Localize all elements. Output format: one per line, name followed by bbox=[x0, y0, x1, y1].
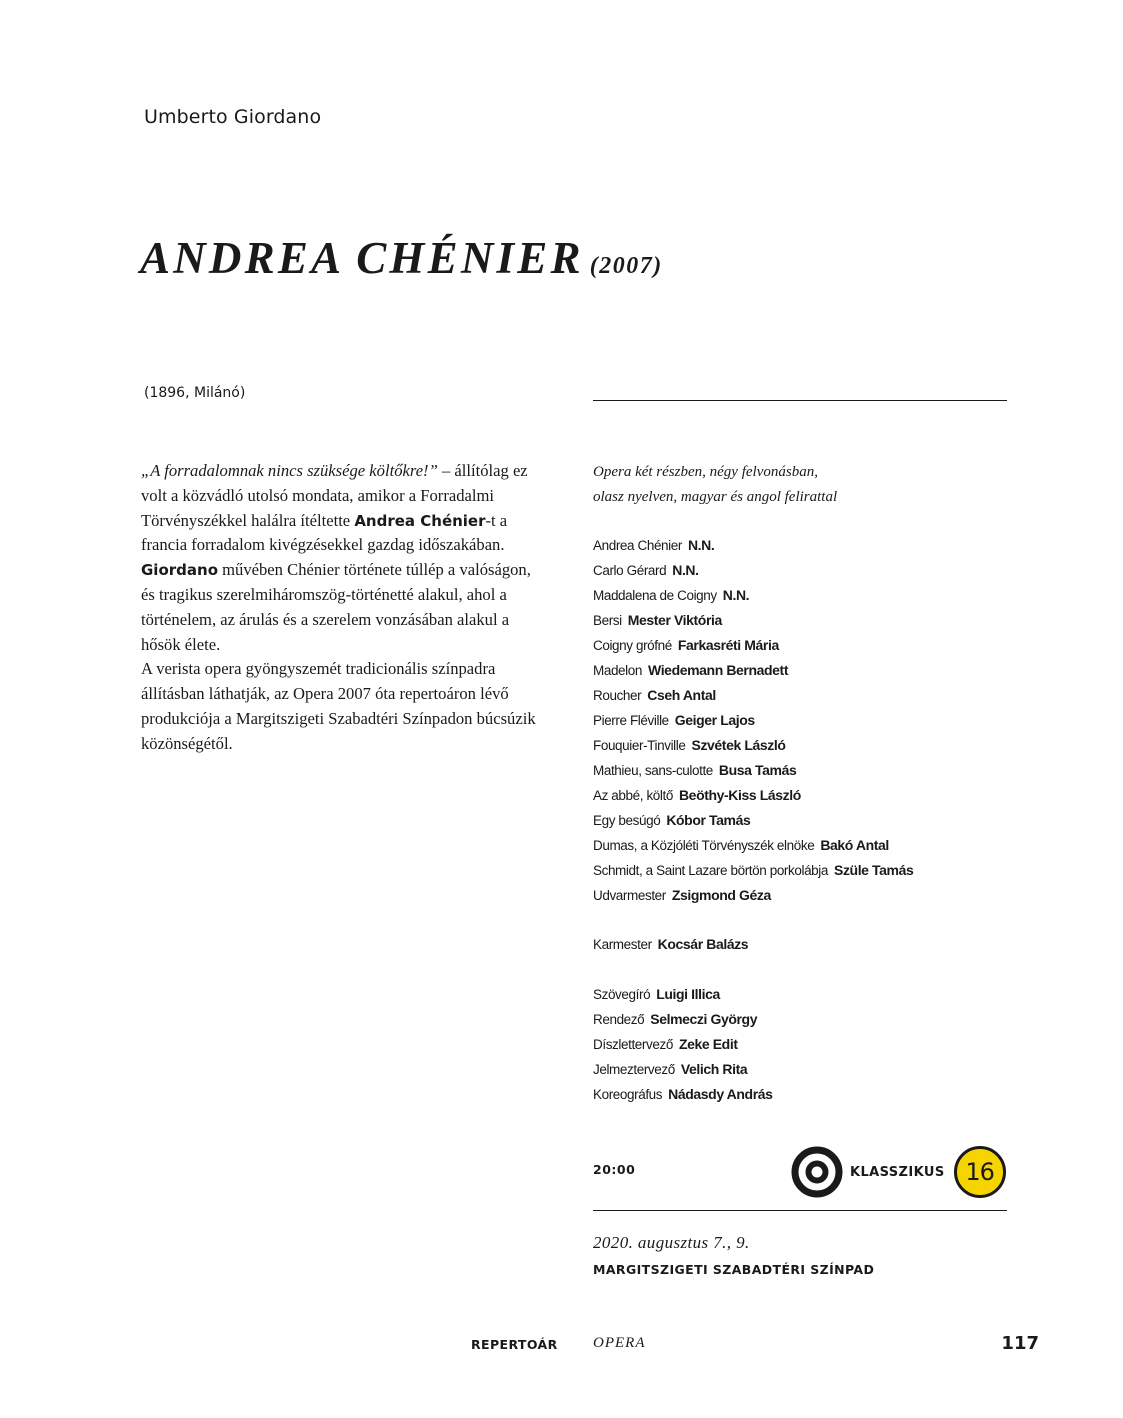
performer: Mester Viktória bbox=[627, 612, 722, 628]
performer: Geiger Lajos bbox=[674, 712, 755, 728]
role: Coigny grófné bbox=[593, 638, 672, 653]
conductor-name: Kocsár Balázs bbox=[657, 936, 749, 952]
role: Díszlettervező bbox=[593, 1037, 673, 1052]
role: Fouquier-Tinville bbox=[593, 738, 686, 753]
role: Rendező bbox=[593, 1012, 645, 1027]
cast-row bbox=[593, 808, 1023, 833]
description bbox=[141, 459, 541, 757]
role: Udvarmester bbox=[593, 888, 666, 903]
age-rating-badge: 16 bbox=[954, 1146, 1006, 1198]
role: Szövegíró bbox=[593, 987, 651, 1002]
performer: Cseh Antal bbox=[647, 687, 716, 703]
cast-row bbox=[593, 758, 1023, 783]
highlight-giordano: Giordano bbox=[141, 561, 218, 580]
role: Jelmeztervező bbox=[593, 1062, 675, 1077]
category-badge bbox=[791, 1146, 1006, 1198]
crew-row bbox=[593, 1032, 773, 1057]
cast-row bbox=[593, 558, 1023, 583]
footer-section: REPERTOÁR bbox=[471, 1337, 558, 1352]
highlight-chenier: Andrea Chénier bbox=[354, 511, 486, 530]
role: Dumas, a Közjóléti Törvényszék elnöke bbox=[593, 838, 815, 853]
cast-row bbox=[593, 683, 1023, 708]
role: Az abbé, költő bbox=[593, 788, 673, 803]
performer: N.N. bbox=[687, 537, 715, 553]
crew-row bbox=[593, 1007, 773, 1032]
cast-row bbox=[593, 708, 1023, 733]
performer: Busa Tamás bbox=[718, 762, 797, 778]
cast-list bbox=[593, 533, 1023, 908]
role: Karmester bbox=[593, 937, 652, 952]
role: Mathieu, sans-culotte bbox=[593, 763, 713, 778]
role: Roucher bbox=[593, 688, 642, 703]
conductor-row bbox=[593, 932, 748, 957]
crew-row bbox=[593, 1057, 773, 1082]
cast-row bbox=[593, 658, 1023, 683]
cast-row bbox=[593, 583, 1023, 608]
crew-member: Velich Rita bbox=[680, 1061, 748, 1077]
crew-member: Zeke Edit bbox=[678, 1036, 738, 1052]
crew-row bbox=[593, 1082, 773, 1107]
performer: Szvétek László bbox=[691, 737, 786, 753]
cast-row bbox=[593, 733, 1023, 758]
footer-category: OPERA bbox=[593, 1335, 646, 1351]
cast-row bbox=[593, 783, 1023, 808]
production-year: (2007) bbox=[589, 253, 663, 279]
bottom-divider bbox=[593, 1210, 1007, 1211]
performer: Bakó Antal bbox=[820, 837, 889, 853]
performer: Wiedemann Bernadett bbox=[648, 662, 789, 678]
opera-title bbox=[140, 232, 663, 284]
performer: Kóbor Tamás bbox=[666, 812, 751, 828]
cast-row bbox=[593, 833, 1023, 858]
composer-name: Umberto Giordano bbox=[144, 106, 322, 128]
cast-row bbox=[593, 858, 1023, 883]
event-date: 2020. augusztus 7., 9. bbox=[593, 1233, 750, 1252]
performer: Beöthy-Kiss László bbox=[678, 787, 801, 803]
performer: N.N. bbox=[722, 587, 750, 603]
genre-info bbox=[593, 460, 837, 509]
role: Egy besúgó bbox=[593, 813, 661, 828]
role: Schmidt, a Saint Lazare börtön porkolábja bbox=[593, 863, 828, 878]
crew-member: Selmeczi György bbox=[650, 1011, 758, 1027]
genre-line-2: olasz nyelven, magyar és angol felirattal bbox=[593, 488, 838, 505]
crew-row bbox=[593, 982, 773, 1007]
premiere-info: (1896, Milánó) bbox=[144, 385, 246, 401]
role: Madelon bbox=[593, 663, 642, 678]
description-paragraph-1 bbox=[141, 459, 541, 657]
cast-row bbox=[593, 608, 1023, 633]
top-divider bbox=[593, 400, 1007, 401]
performer: Zsigmond Géza bbox=[671, 887, 771, 903]
category-label: KLASSZIKUS bbox=[850, 1164, 945, 1180]
title-text: ANDREA CHÉNIER bbox=[140, 233, 584, 283]
description-paragraph-2: A verista opera gyöngyszemét tradicionális színpadra állításban láthatják, az Opera 2007 óta repertoáron lévő produkciója a Margitszigeti Szabadtéri Színpadon búcsúzik közönségétől. bbox=[141, 659, 536, 753]
conductor-block bbox=[593, 932, 748, 957]
performer: Szüle Tamás bbox=[834, 862, 914, 878]
quote: „A forradalomnak nincs szüksége költőkre!” bbox=[141, 461, 438, 480]
genre-line-1: Opera két részben, négy felvonásban, bbox=[593, 464, 818, 480]
performer: N.N. bbox=[672, 562, 699, 578]
role: Koreográfus bbox=[593, 1087, 663, 1102]
description-text: -t a francia forradalom kivégzésekkel gazdag időszakában. bbox=[141, 510, 508, 555]
crew-member: Nádasdy András bbox=[668, 1086, 773, 1102]
page-number: 117 bbox=[1001, 1333, 1039, 1354]
cast-row bbox=[593, 883, 1023, 908]
description-text: művében Chénier története túllép a valóságon, és tragikus szerelmiháromszög-történetté alakul, ahol a történelem, az árulás és a szerelem vonzásában alakul a hősök élete. bbox=[141, 560, 531, 654]
cast-row bbox=[593, 633, 1023, 658]
start-time: 20:00 bbox=[593, 1162, 636, 1177]
crew-list bbox=[593, 982, 773, 1107]
description-text: – állítólag ez volt a közvádló utolsó mondata, amikor a Forradalmi Törvényszékkel halálra ítéltette bbox=[141, 461, 528, 530]
role: Pierre Fléville bbox=[593, 713, 669, 728]
crew-member: Luigi Illica bbox=[656, 986, 720, 1002]
cast-row bbox=[593, 533, 1023, 558]
role: Andrea Chénier bbox=[593, 538, 682, 553]
role: Bersi bbox=[593, 613, 622, 628]
performer: Farkasréti Mária bbox=[677, 637, 779, 653]
role: Carlo Gérard bbox=[593, 563, 667, 578]
venue: MARGITSZIGETI SZABADTÉRI SZÍNPAD bbox=[593, 1262, 875, 1277]
role: Maddalena de Coigny bbox=[593, 588, 717, 603]
target-icon bbox=[791, 1146, 843, 1198]
